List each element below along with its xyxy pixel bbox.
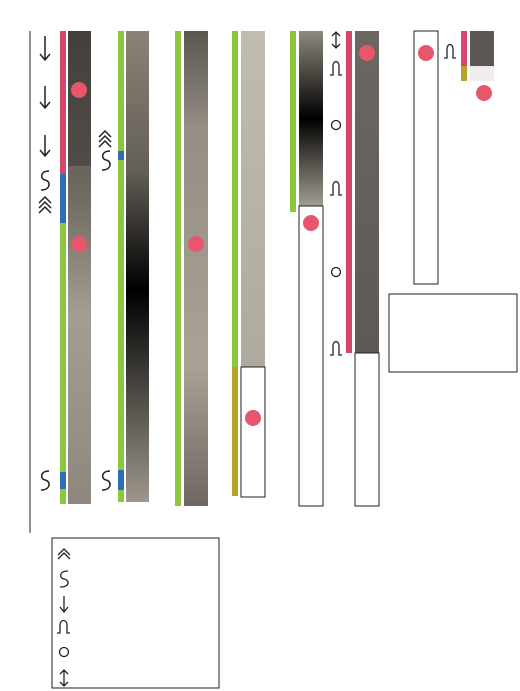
core-void-5 <box>299 206 323 506</box>
core-removed-4 <box>241 367 265 497</box>
core-void-6 <box>355 353 379 506</box>
core-photo-3 <box>184 31 208 506</box>
soupy-icon <box>332 268 341 277</box>
core-photo-5 <box>299 31 323 206</box>
core-extension-icon <box>332 32 340 48</box>
section-1 <box>39 31 91 504</box>
core-photo-cc <box>470 31 494 66</box>
badge-g <box>476 85 492 101</box>
section-7 <box>414 31 438 284</box>
soupy-icon <box>332 121 341 130</box>
badge-d <box>245 410 261 426</box>
sediment-flowage-icon <box>41 471 49 490</box>
sediment-flowage-icon <box>102 471 110 490</box>
fall-in-icon <box>40 36 50 156</box>
core-photo-2 <box>126 31 149 502</box>
badge-e-sect7 <box>418 45 434 61</box>
core-photo-6 <box>355 31 379 353</box>
badge-b <box>71 236 87 252</box>
core-sample-cc <box>470 66 494 81</box>
section-3 <box>175 31 208 506</box>
badge-c <box>188 236 204 252</box>
up-arching-icon <box>39 197 51 213</box>
badge-e-sect5 <box>303 215 319 231</box>
section-5 <box>290 31 323 506</box>
badge-f <box>359 45 375 61</box>
core-void-7 <box>414 31 438 284</box>
core-photo-4 <box>241 31 265 367</box>
up-arching-icon <box>99 131 111 147</box>
section-4 <box>232 31 265 497</box>
section-cc <box>444 31 494 81</box>
section-6 <box>330 31 379 506</box>
basal-flow-in-icon <box>444 45 456 59</box>
badge-a <box>71 82 87 98</box>
sediment-flowage-icon <box>41 171 49 190</box>
section-2 <box>99 31 149 502</box>
symbol-legend <box>52 538 219 688</box>
color-legend <box>389 294 517 372</box>
sediment-flowage-icon <box>102 151 110 170</box>
basal-flow-in-icon <box>330 62 342 356</box>
